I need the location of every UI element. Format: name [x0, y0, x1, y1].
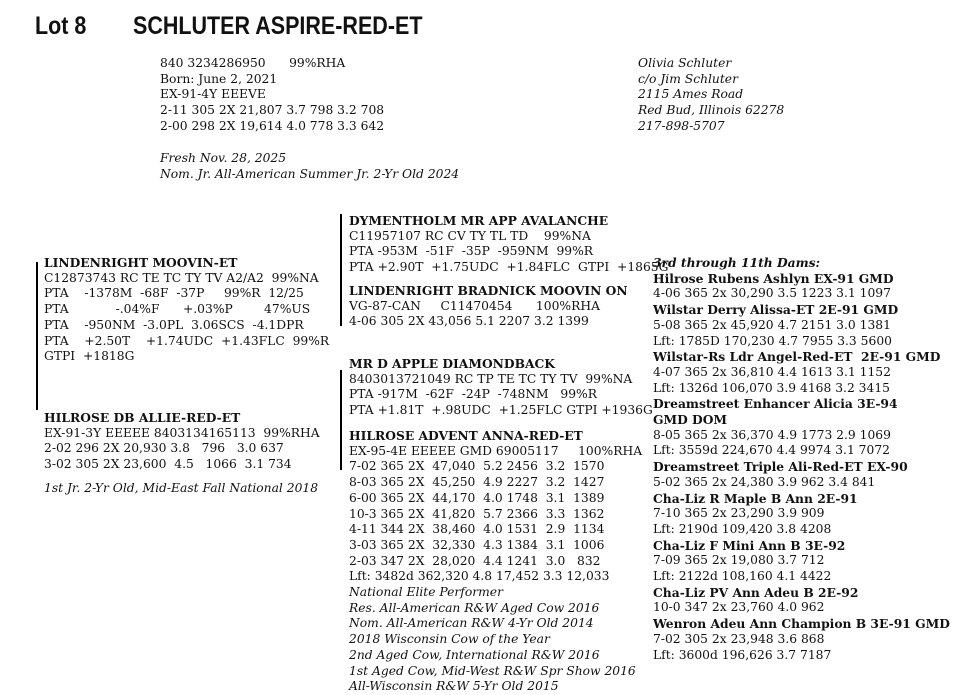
pedigree-connector-line: [340, 214, 342, 326]
dam-dam-line: 10-3 365 2X 41,820 5.7 2366 3.3 1362: [349, 506, 605, 521]
dam-sire-line: PTA -917M -62F -24P -748NM 99%R: [349, 387, 597, 402]
animal-info: [160, 56, 384, 135]
dam-dam-line: 2-03 347 2X 28,020 4.4 1241 3.0 832: [349, 553, 601, 568]
dam-entry-line: 5-08 365 2x 45,920 4.7 2151 3.0 1381: [653, 317, 891, 332]
dam-dam-line: 8-03 365 2X 45,250 4.9 2227 3.2 1427: [349, 475, 605, 490]
dam-line: 2-02 296 2X 20,930 3.8 796 3.0 637: [44, 441, 284, 456]
dam-dam-line: 6-00 365 2X 44,170 4.0 1748 3.1 1389: [349, 490, 605, 505]
sire-line: PTA -950NM -3.0PL 3.06SCS -4.1DPR: [44, 317, 304, 332]
owner-info: [638, 56, 784, 135]
dam-note: 1st Jr. 2-Yr Old, Mid-East Fall National 2018: [44, 481, 319, 495]
animal-notes: [160, 151, 459, 182]
sire-dam-name: LINDENRIGHT BRADNICK MOOVIN ON: [349, 283, 628, 298]
extended-dams-heading: 3rd through 11th Dams:: [653, 255, 821, 270]
dam-dam-line: 7-02 365 2X 47,040 5.2 2456 3.2 1570: [349, 459, 605, 474]
dam-name: HILROSE DB ALLIE-RED-ET: [44, 410, 241, 425]
extended-dams-block: [653, 255, 950, 663]
sire-sire-name: DYMENTHOLM MR APP AVALANCHE: [349, 213, 609, 228]
dam-dam-block: [349, 428, 642, 695]
animal-info-line: 840 3234286950 99%RHA: [160, 56, 346, 70]
dam-entry-line: 7-02 305 2x 23,948 3.6 868: [653, 631, 825, 646]
dam-dam-note: 1st Aged Cow, Mid-West R&W Spr Show 2016: [349, 663, 636, 678]
dam-entry-line: 7-09 365 2x 19,080 3.7 712: [653, 553, 825, 568]
dam-line: EX-91-3Y EEEEE 8403134165113 99%RHA: [44, 425, 320, 440]
dam-entry-name: Wilstar Derry Alissa-ET 2E-91 GMD: [653, 302, 899, 318]
dam-sire-block: [349, 356, 653, 419]
dam-sire-line: 8403013721049 RC TP TE TC TY TV 99%NA: [349, 371, 633, 386]
dam-dam-line: EX-95-4E EEEEE GMD 69005117 100%RHA: [349, 443, 643, 458]
animal-note: Nom. Jr. All-American Summer Jr. 2-Yr Old 2024: [160, 166, 460, 181]
sire-block: [44, 255, 329, 365]
owner-line: 217-898-5707: [638, 118, 725, 133]
owner-line: Olivia Schluter: [638, 56, 732, 70]
sire-sire-line: PTA -953M -51F -35P -959NM 99%R: [349, 244, 594, 259]
dam-dam-line: 4-11 344 2X 38,460 4.0 1531 2.9 1134: [349, 522, 605, 537]
animal-name-title: SCHLUTER ASPIRE-RED-ET: [133, 12, 423, 40]
pedigree-connector-line: [36, 262, 38, 410]
dam-sire-line: PTA +1.81T +.98UDC +1.25FLC GTPI +1936G: [349, 403, 653, 418]
sire-sire-block: [349, 213, 668, 276]
dam-entry-line: Lft: 2122d 108,160 4.1 4422: [653, 569, 832, 584]
dam-entry-line: Lft: 1326d 106,070 3.9 4168 3.2 3415: [653, 380, 890, 395]
dam-entry-name: Cha-Liz PV Ann Adeu B 2E-92: [653, 584, 859, 600]
dam-dam-note: Nom. All-American R&W 4-Yr Old 2014: [349, 616, 594, 631]
dam-line: 3-02 305 2X 23,600 4.5 1066 3.1 734: [44, 457, 292, 472]
dam-entry-name: Cha-Liz F Mini Ann B 3E-92: [653, 537, 846, 553]
dam-entry-name: Dreamstreet Triple Ali-Red-ET EX-90: [653, 459, 908, 475]
dam-dam-note: 2nd Aged Cow, International R&W 2016: [349, 647, 600, 662]
dam-note-block: [44, 481, 318, 497]
sire-line: PTA -1378M -68F -37P 99%R 12/25: [44, 286, 304, 301]
sire-dam-line: 4-06 305 2X 43,056 5.1 2207 3.2 1399: [349, 314, 589, 329]
sire-sire-line: C11957107 RC CV TY TL TD 99%NA: [349, 228, 591, 243]
dam-entry-name: Dreamstreet Enhancer Alicia 3E-94 GMD DOM: [653, 396, 898, 428]
pedigree-connector-line: [340, 370, 342, 470]
dam-entry-line: Lft: 3600d 196,626 3.7 7187: [653, 647, 832, 662]
sire-line: GTPI +1818G: [44, 349, 135, 364]
dam-entry-name: Wenron Adeu Ann Champion B 3E-91 GMD: [653, 616, 950, 632]
sire-line: PTA +2.50T +1.74UDC +1.43FLC 99%R: [44, 333, 330, 348]
sire-dam-block: [349, 283, 628, 330]
dam-entry-line: 8-05 365 2x 36,370 4.9 1773 2.9 1069: [653, 427, 891, 442]
animal-info-line: 2-00 298 2X 19,614 4.0 778 3.3 642: [160, 118, 385, 133]
dam-dam-note: National Elite Performer: [349, 585, 503, 600]
dam-dam-line: Lft: 3482d 362,320 4.8 17,452 3.3 12,033: [349, 569, 610, 584]
sire-dam-line: VG-87-CAN C11470454 100%RHA: [349, 298, 600, 313]
owner-line: Red Bud, Illinois 62278: [638, 103, 785, 118]
dam-sire-name: MR D APPLE DIAMONDBACK: [349, 356, 555, 371]
sire-sire-line: PTA +2.90T +1.75UDC +1.84FLC GTPI +1865G: [349, 260, 669, 275]
dam-entry-line: Lft: 2190d 109,420 3.8 4208: [653, 521, 832, 536]
sire-line: PTA -.04%F +.03%P 47%US: [44, 302, 311, 317]
dam-entry-line: Lft: 3559d 224,670 4.4 9974 3.1 7072: [653, 443, 890, 458]
dam-entry-name: Wilstar-Rs Ldr Angel-Red-ET 2E-91 GMD: [653, 349, 941, 365]
animal-note: Fresh Nov. 28, 2025: [160, 151, 287, 165]
dam-dam-name: HILROSE ADVENT ANNA-RED-ET: [349, 428, 583, 443]
dam-dam-note: All-Wisconsin R&W 5-Yr Old 2015: [349, 679, 559, 694]
dam-dam-note: 2018 Wisconsin Cow of the Year: [349, 632, 550, 647]
dam-entry-line: 10-0 347 2x 23,760 4.0 962: [653, 600, 825, 615]
sire-name: LINDENRIGHT MOOVIN-ET: [44, 255, 238, 270]
dam-entry-line: Lft: 1785D 170,230 4.7 7955 3.3 5600: [653, 333, 892, 348]
animal-info-line: 2-11 305 2X 21,807 3.7 798 3.2 708: [160, 103, 385, 118]
dam-entry-line: 4-06 365 2x 30,290 3.5 1223 3.1 1097: [653, 286, 891, 301]
animal-info-line: EX-91-4Y EEEVE: [160, 87, 266, 102]
dam-entry-name: Cha-Liz R Maple B Ann 2E-91: [653, 490, 858, 506]
dam-entry-line: 7-10 365 2x 23,290 3.9 909: [653, 506, 825, 521]
dam-entry-name: Hilrose Rubens Ashlyn EX-91 GMD: [653, 270, 894, 286]
owner-line: c/o Jim Schluter: [638, 71, 738, 86]
owner-line: 2115 Ames Road: [638, 87, 744, 102]
dam-dam-line: 3-03 365 2X 32,330 4.3 1384 3.1 1006: [349, 537, 605, 552]
dam-entry-line: 4-07 365 2x 36,810 4.4 1613 3.1 1152: [653, 364, 891, 379]
dam-block: [44, 410, 320, 473]
dam-entry-line: 5-02 365 2x 24,380 3.9 962 3.4 841: [653, 474, 876, 489]
lot-number: Lot 8: [35, 12, 87, 40]
animal-info-line: Born: June 2, 2021: [160, 71, 278, 86]
dam-dam-note: Res. All-American R&W Aged Cow 2016: [349, 600, 600, 615]
sire-line: C12873743 RC TE TC TY TV A2/A2 99%NA: [44, 270, 319, 285]
